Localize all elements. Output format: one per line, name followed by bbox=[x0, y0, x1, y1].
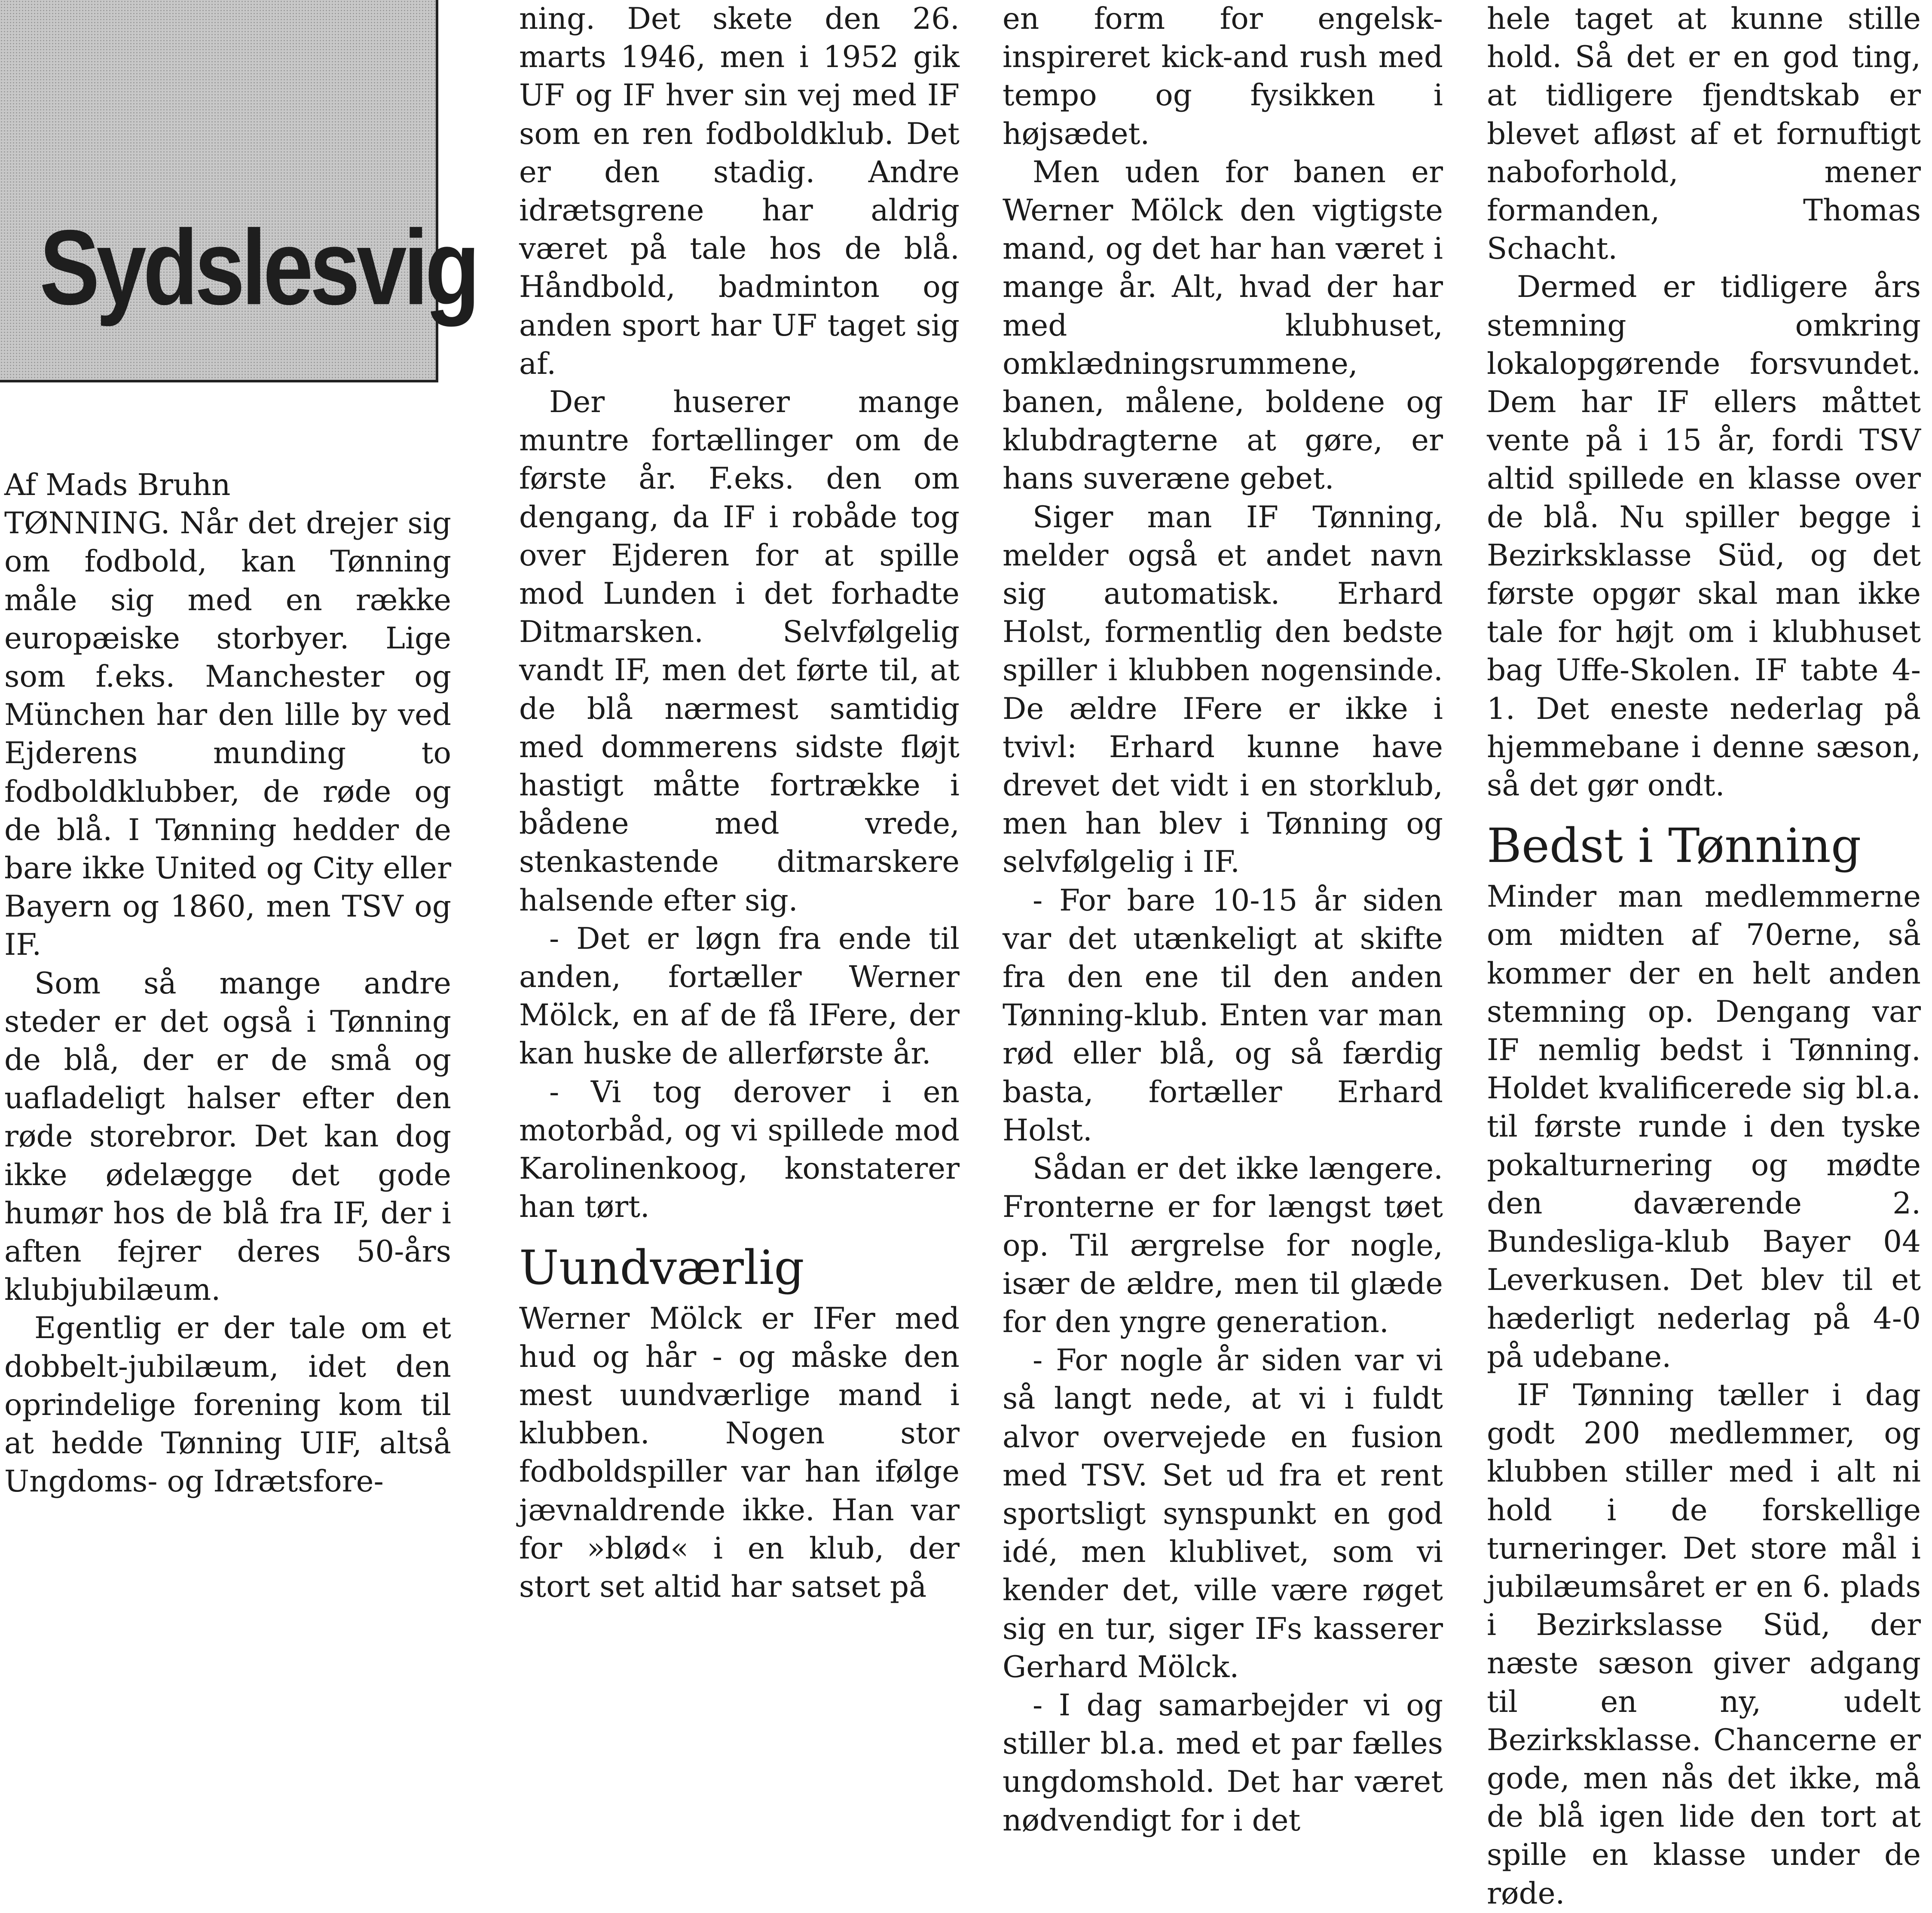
paragraph: - I dag samarbejder vi og stiller bl.a. med et par fælles ungdomshold. Det har været nødvendigt for i det bbox=[1003, 1688, 1443, 1838]
article-column-2 bbox=[519, 0, 960, 1606]
paragraph: Siger man IF Tønning, melder også et andet navn sig automatisk. Erhard Holst, formentlig den bedste spiller i klubben nogensinde. De ældre IFere er ikke i tvivl: Erhard kunne have drevet det vidt i en storklub, men han blev i Tønning og selvfølgelig i IF. bbox=[1003, 500, 1443, 880]
paragraph: Dermed er tidligere års stemning omkring lokalopgørende forsvundet. Dem har IF ellers måttet vente på i 15 år, fordi TSV altid spillede en klasse over de blå. Nu spiller begge i Bezirksklasse Süd, og det første opgør skal man ikke tale for højt om i klubhuset bag Uffe-Skolen. IF tabte 4-1. Det eneste nederlag på hjemmebane i denne sæson, så det gør ondt. bbox=[1487, 270, 1921, 803]
paragraph: Minder man medlemmerne om midten af 70erne, så kommer der en helt anden stemning op. Dengang var IF nemlig bedst i Tønning. Holdet kvalificerede sig bl.a. til første runde i den tyske pokalturnering og mødte den daværende 2. Bundesliga-klub Bayer 04 Leverkusen. Det blev til et hæderligt nederlag på 4-0 på udebane. bbox=[1487, 880, 1921, 1374]
paragraph: ning. Det skete den 26. marts 1946, men i 1952 gik UF og IF hver sin vej med IF som en ren fodboldklub. Det er den stadig. Andre idrætsgrene har aldrig været på tale hos de blå. Håndbold, badminton og anden sport har UF taget sig af. bbox=[519, 2, 960, 381]
byline: Af Mads Bruhn bbox=[4, 468, 231, 502]
subheading: Bedst i Tønning bbox=[1487, 818, 1862, 874]
article-column-1 bbox=[4, 466, 451, 1501]
paragraph: Men uden for banen er Werner Mölck den vigtigste mand, og det har han været i mange år. Alt, hvad der har med klubhuset, omklædningsrummene, banen, målene, boldene og klubdragterne at gøre, er hans suveræne gebet. bbox=[1003, 155, 1443, 496]
paragraph: Egentlig er der tale om et dobbelt-jubilæum, idet den oprindelige forening kom til at hedde Tønning UIF, altså Ungdoms- og Idrætsfore- bbox=[4, 1311, 451, 1499]
paragraph: Der huserer mange muntre fortællinger om de første år. F.eks. den om dengang, da IF i robåde tog over Ejderen for at spille mod Lunden i det forhadte Ditmarsken. Selvfølgelig vandt IF, men det førte til, at de blå nærmest samtidig med dommerens sidste fløjt hastigt måtte fortrække i bådene med vrede, stenkastende ditmarskere halsende efter sig. bbox=[519, 385, 960, 918]
section-logo-box bbox=[0, 0, 477, 382]
paragraph: IF Tønning tæller i dag godt 200 medlemmer, og klubben stiller med i alt ni hold i de forskellige turneringer. Det store mål i jubilæumsåret er en 6. plads i Bezirkslasse Süd, der næste sæson giver adgang til en ny, udelt Bezirksklasse. Chancerne er gode, men nås det ikke, må de blå igen lide den tort at spille en klasse under de røde. bbox=[1487, 1378, 1921, 1911]
paragraph: en form for engelsk-inspireret kick-and rush med tempo og fysikken i højsædet. bbox=[1003, 2, 1443, 151]
paragraph: Som så mange andre steder er det også i Tønning de blå, der er de små og uafladeligt halser efter den røde storebror. Det kan dog ikke ødelægge det gode humør hos de blå fra IF, der i aften fejrer deres 50-års klubjubilæum. bbox=[4, 966, 451, 1308]
paragraph: TØNNING. Når det drejer sig om fodbold, kan Tønning måle sig med en række europæiske storbyer. Lige som f.eks. Manchester og München har den lille by ved Ejderens munding to fodboldklubber, de røde og de blå. I Tønning hedder de bare ikke United og City eller Bayern og 1860, men TSV og IF. bbox=[4, 506, 451, 963]
article-column-3 bbox=[1003, 0, 1443, 1840]
paragraph: - For nogle år siden var vi så langt nede, at vi i fuldt alvor overvejede en fusion med TSV. Set ud fra et rent sportsligt synspunkt en god idé, men klublivet, som vi kender det, ville være røget sig en tur, siger IFs kasserer Gerhard Mölck. bbox=[1003, 1343, 1443, 1684]
paragraph: - Vi tog derover i en motorbåd, og vi spillede mod Karolinenkoog, konstaterer han tørt. bbox=[519, 1075, 960, 1225]
paragraph: hele taget at kunne stille hold. Så det er en god ting, at tidligere fjendtskab er blevet afløst af et fornuftigt naboforhold, mener formanden, Thomas Schacht. bbox=[1487, 2, 1921, 266]
paragraph: - Det er løgn fra ende til anden, fortæller Werner Mölck, en af de få IFere, der kan huske de allerførste år. bbox=[519, 921, 960, 1071]
paragraph: - For bare 10-15 år siden var det utænkeligt at skifte fra den ene til den anden Tønning-klub. Enten var man rød eller blå, og så færdig basta, fortæller Erhard Holst. bbox=[1003, 883, 1443, 1148]
paragraph: Werner Mölck er IFer med hud og hår - og måske den mest uundværlige mand i klubben. Nogen stor fodboldspiller var han ifølge jævnaldrende ikke. Han var for »blød« i en klub, der stort set altid har satset på bbox=[519, 1301, 960, 1604]
article-column-4 bbox=[1487, 0, 1921, 1913]
subheading: Uundværlig bbox=[519, 1240, 804, 1295]
section-logo: Sydslesvig bbox=[40, 208, 477, 327]
paragraph: Sådan er det ikke længere. Fronterne er for længst tøet op. Til ærgrelse for nogle, især de ældre, men til glæde for den yngre generation. bbox=[1003, 1152, 1443, 1339]
